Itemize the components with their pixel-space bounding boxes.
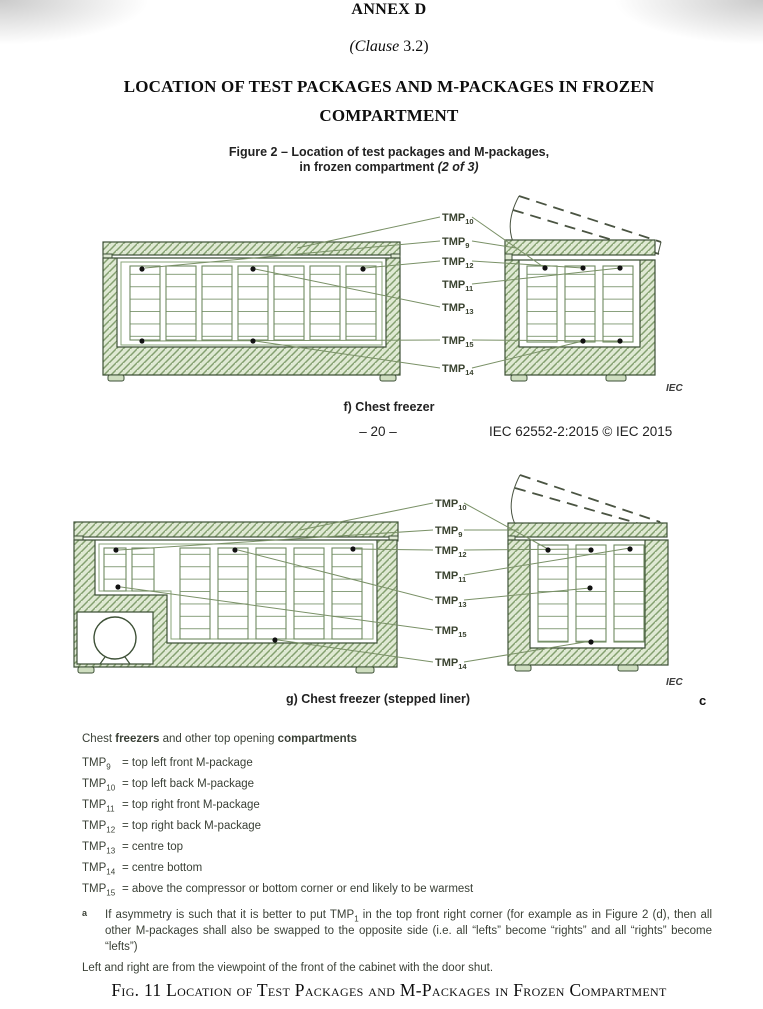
foot [515,665,531,671]
subfigure-g-caption: g) Chest freezer (stepped liner) [285,692,471,706]
foot [606,375,626,381]
freezer-lid [505,240,655,255]
chest-freezer-stepped-diagram [60,468,708,693]
chest-freezer-diagram [88,188,688,402]
tmp-label: $TMP_{13}$ [442,302,474,316]
clause-word: (Clause [349,38,400,55]
figure-11-caption: Fig. 11 Location of Test Packages and M-Packages in Frozen Compartment [111,980,667,1000]
tmp-label: $TMP_{15}$ [442,335,474,349]
iec-mark: IEC [666,383,683,394]
foot [618,665,638,671]
margin-marker: c [699,693,707,708]
legend-block [82,733,714,974]
tmp-label: $TMP_9$ [435,525,463,539]
package-stacks [104,548,362,639]
chest-freezer-end-view [505,196,661,381]
tmp-label: $TMP_{12}$ [435,545,467,559]
legend-entry: $TMP_{15}$ = above the compressor or bottom corner or end likely to be warmest [82,883,474,898]
figure-caption [15,145,763,175]
tmp-label: $TMP_{14}$ [442,363,474,377]
figure-caption-line1: Figure 2 – Location of test packages and M-packages, [228,145,550,159]
legend-entry: $TMP_{10}$ = top left back M-package [82,778,255,793]
iec-mark: IEC [666,677,683,688]
viewpoint-note: Left and right are from the viewpoint of the front of the cabinet with the door shut. [82,962,494,974]
lid-hinge-left [505,254,512,260]
tmp-labels [435,498,467,671]
subfigure-f-caption: f) Chest freezer [343,400,435,414]
legend-entry: $TMP_{13}$ = centre top [82,841,184,856]
document-reference: IEC 62552-2:2015 © IEC 2015 [489,424,673,439]
foot [108,375,124,381]
tmp-label: $TMP_{10}$ [435,498,467,512]
footnote-a: a If asymmetry is such that it is better to put $TMP_1$ in the top front right corner (for example as in Figure 2 (d), then all other M-packages shall also be swapped to the opposite side (i.e. all “lefts” become “rights” and all “rights” become “lefts”) [82,907,712,955]
tmp-label: $TMP_{11}$ [442,279,474,293]
tmp-label: $TMP_{14}$ [435,657,467,671]
tmp-label: $TMP_{13}$ [435,595,467,609]
freezer-lid [508,523,667,537]
tmp-label: $TMP_{10}$ [442,212,474,226]
legend-entry: $TMP_{12}$ = top right back M-package [82,820,262,835]
page-number: – 20 – [359,424,397,439]
package-stacks [130,266,376,340]
freezer-lid [74,522,398,537]
page-title [15,72,763,130]
package-stacks [527,266,633,342]
foot [78,667,94,673]
tmp-labels [442,212,474,377]
foot [511,375,527,381]
package-stacks [538,545,644,642]
foot [380,375,396,381]
clause-number: 3.2) [399,38,429,55]
annex-title: ANNEX D [351,1,427,18]
figure-caption-sheet: (2 of 3) [437,160,479,174]
tmp-label: $TMP_{11}$ [435,570,467,584]
clause-reference [15,38,763,56]
legend-entry: $TMP_{14}$ = centre bottom [82,862,203,877]
figure-caption-line2: in frozen compartment (2 of 3) [299,160,479,174]
compressor-circle [94,617,136,659]
page-title-line2: COMPARTMENT [319,106,459,125]
tmp-label: $TMP_9$ [442,236,470,250]
tmp-label: $TMP_{12}$ [442,256,474,270]
legend-entry: $TMP_9$ = top left front M-package [82,757,253,772]
page-title-line1: LOCATION OF TEST PACKAGES AND M-PACKAGES IN FROZEN [123,77,655,96]
tmp-label: $TMP_{15}$ [435,625,467,639]
chest-freezer-side-view [103,242,400,381]
legend-heading: Chest freezers and other top opening compartments [82,733,357,745]
footnote-marker: a [82,908,88,918]
legend-entry: $TMP_{11}$ = top right front M-package [82,799,260,814]
foot [356,667,374,673]
